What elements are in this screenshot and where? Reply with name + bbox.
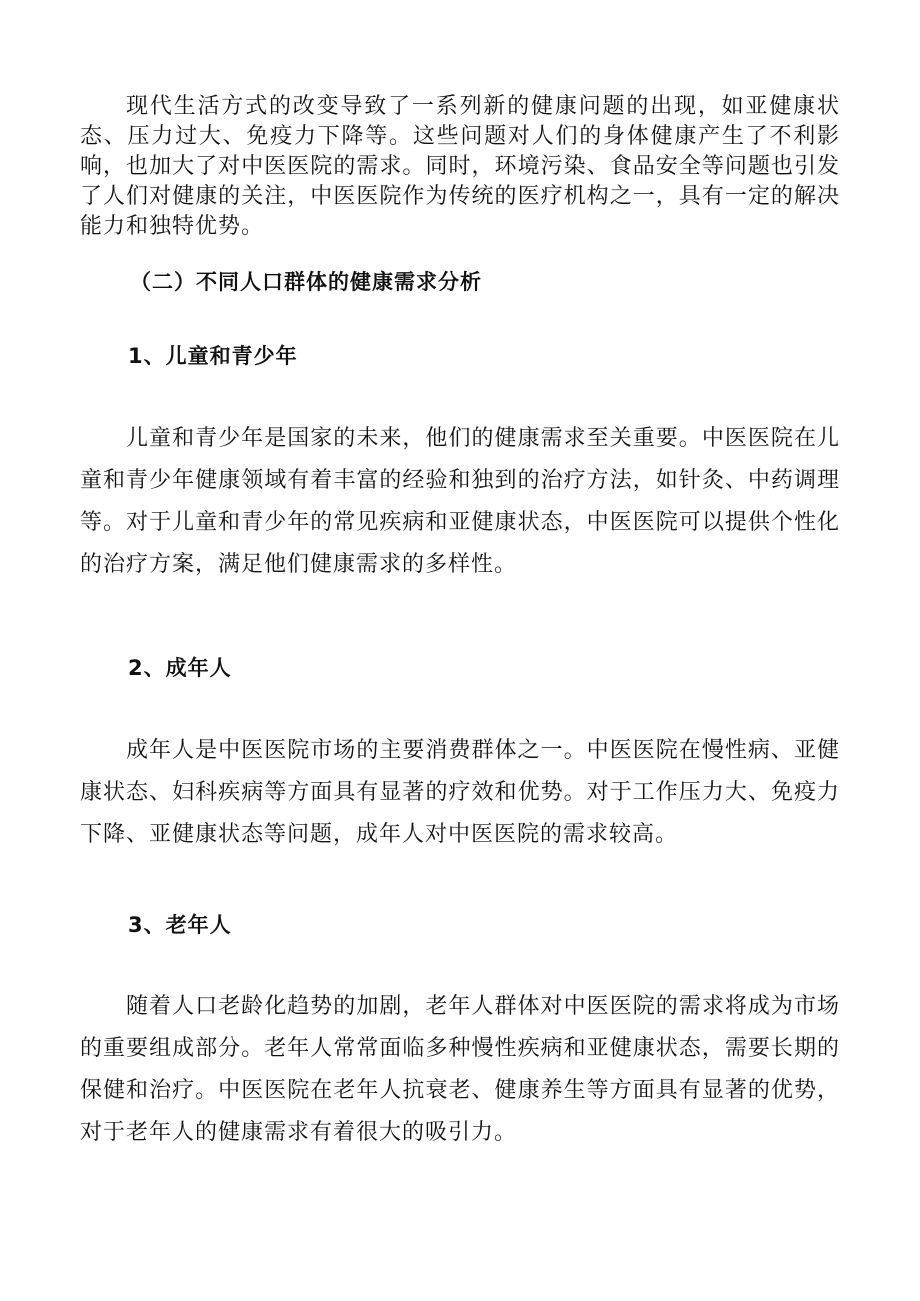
subsection-heading-children: 1、儿童和青少年: [128, 344, 298, 368]
paragraph-adults: 成年人是中医医院市场的主要消费群体之一。中医医院在慢性病、亚健康状态、妇科疾病等方面具有显著的疗效和优势。对于工作压力大、免疫力下降、亚健康状态等问题，成年人对中医医院的需求较高。: [80, 738, 840, 847]
subsection-heading-adults: 2、成年人: [128, 656, 232, 680]
paragraph-children: 儿童和青少年是国家的未来，他们的健康需求至关重要。中医医院在儿童和青少年健康领域有着丰富的经验和独到的治疗方法，如针灸、中药调理等。对于儿童和青少年的常见疾病和亚健康状态，中医医院可以提供个性化的治疗方案，满足他们健康需求的多样性。: [80, 426, 840, 577]
paragraph-elderly: 随着人口老龄化趋势的加剧，老年人群体对中医医院的需求将成为市场的重要组成部分。老年人常常面临多种慢性疾病和亚健康状态，需要长期的保健和治疗。中医医院在老年人抗衰老、健康养生等方面具有显著的优势，对于老年人的健康需求有着很大的吸引力。: [80, 994, 840, 1145]
subsection-heading-elderly: 3、老年人: [128, 913, 232, 937]
intro-paragraph: 现代生活方式的改变导致了一系列新的健康问题的出现，如亚健康状态、压力过大、免疫力下降等。这些问题对人们的身体健康产生了不利影响，也加大了对中医医院的需求。同时，环境污染、食品安全等问题也引发了人们对健康的关注，中医医院作为传统的医疗机构之一，具有一定的解决能力和独特优势。: [80, 94, 840, 239]
section-heading: （二）不同人口群体的健康需求分析: [130, 270, 482, 294]
